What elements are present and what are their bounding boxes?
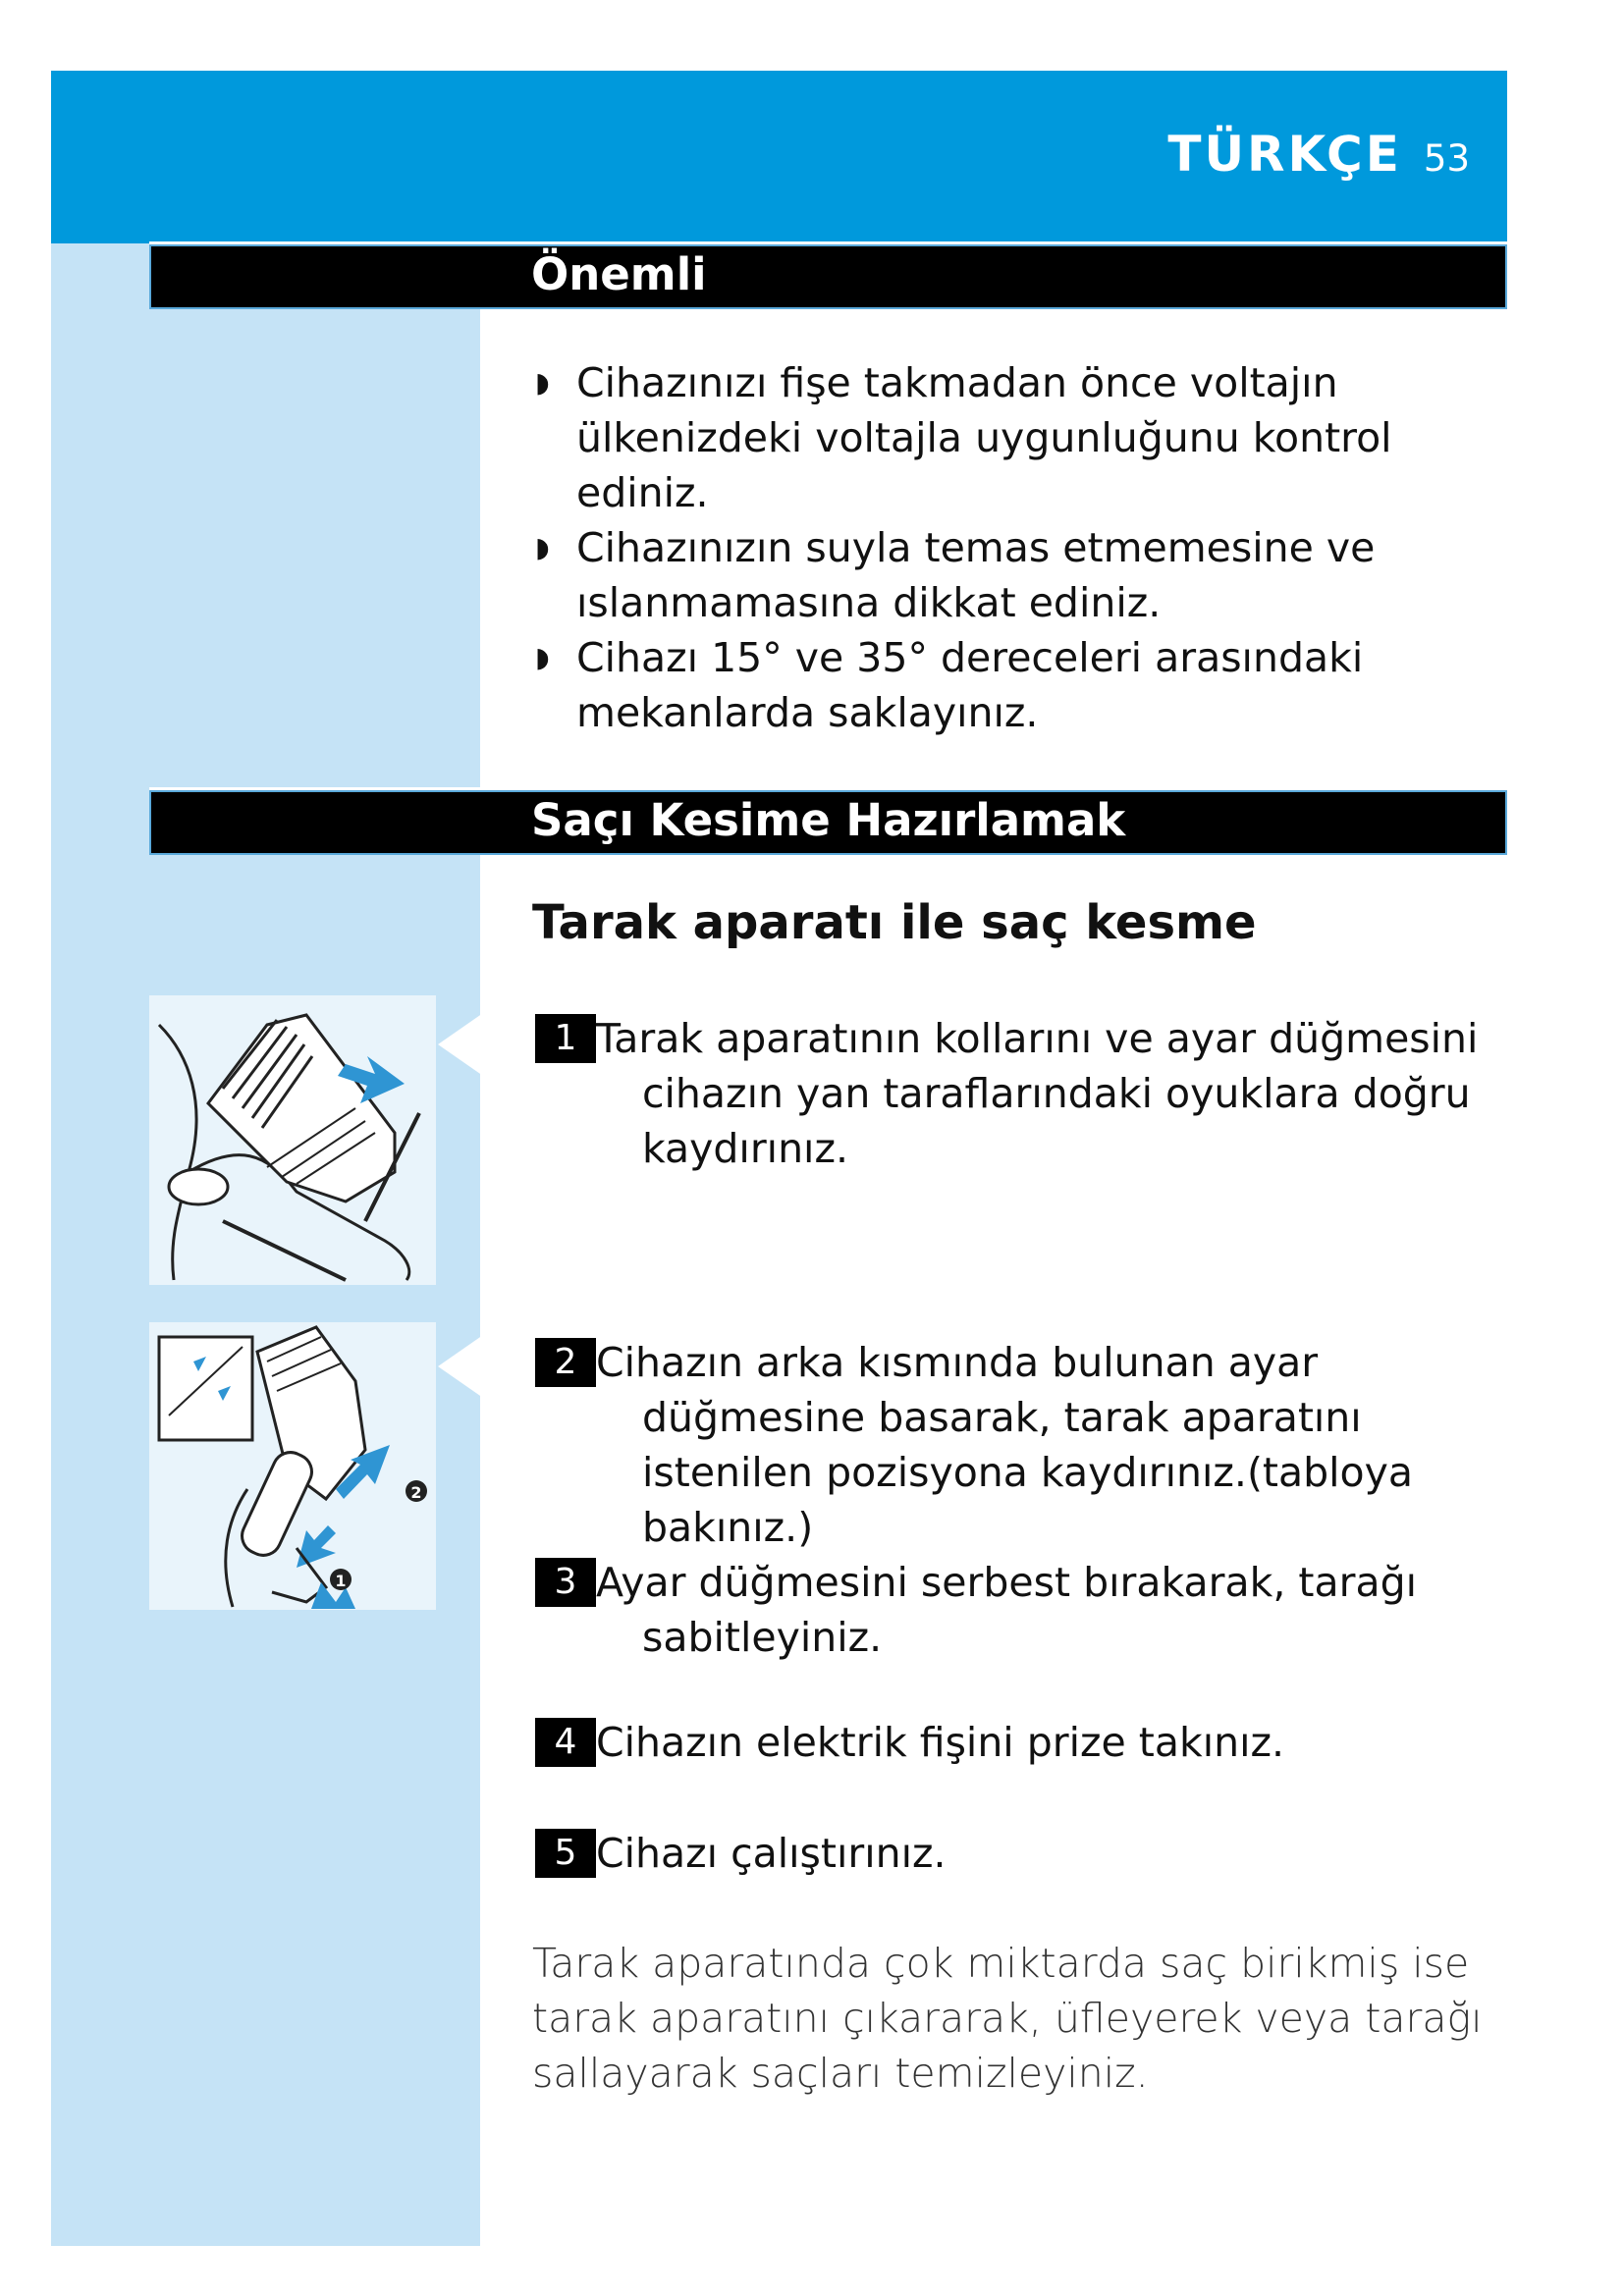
bullet-icon: ◗ [535, 641, 550, 673]
callout-pointer [438, 1335, 483, 1398]
callout-1-label: 1 [335, 1572, 347, 1590]
step-number: 3 [535, 1558, 596, 1607]
list-item: ◗ Cihazınızın suyla temas etmemesine ve ıslanmamasına dikkat ediniz. [535, 520, 1478, 630]
step-number: 4 [535, 1718, 596, 1767]
page-header [1167, 126, 1470, 183]
section-bar-important [149, 241, 1507, 309]
important-list [535, 355, 1478, 740]
step-number: 2 [535, 1338, 596, 1387]
section-title: Önemli [531, 248, 707, 300]
illustration-adjust-comb [149, 1322, 436, 1610]
bullet-icon: ◗ [535, 366, 550, 399]
language-title: TÜRKÇE [1167, 126, 1402, 183]
illustration-attach-comb [149, 995, 436, 1285]
callout-2-label: 2 [410, 1483, 422, 1502]
section-bar-preparing [149, 787, 1507, 855]
list-item: ◗ Cihazınızı fişe takmadan önce voltajın ülkenizdeki voltajla uygunluğunu kontrol ediniz. [535, 355, 1478, 520]
clipper-adjust-illustration [149, 1322, 436, 1610]
subheading: Tarak aparatı ile saç kesme [532, 895, 1257, 950]
clipper-comb-illustration [149, 995, 436, 1285]
step-3: 3 Ayar düğmesini serbest bırakarak, tarağı sabitleyiniz. [535, 1555, 1517, 1665]
cleaning-note: Tarak aparatında çok miktarda saç birikmiş ise tarak aparatını çıkararak, üfleyerek veya tarağı sallayarak saçları temizleyiniz. [532, 1940, 1483, 2097]
step-number: 1 [535, 1014, 596, 1063]
step-1: 1 Tarak aparatının kollarını ve ayar düğmesini cihazın yan taraflarındaki oyuklara doğru kaydırınız. [535, 1011, 1517, 1176]
section-title: Saçı Kesime Hazırlamak [531, 794, 1126, 846]
callout-pointer [438, 1013, 483, 1076]
step-5: 5 Cihazı çalıştırınız. [535, 1826, 1517, 1881]
step-4: 4 Cihazın elektrik fişini prize takınız. [535, 1715, 1517, 1770]
bullet-icon: ◗ [535, 531, 550, 563]
step-2: 2 Cihazın arka kısmında bulunan ayar düğmesine basarak, tarak aparatını istenilen pozisyona kaydırınız.(tabloya bakınız.) [535, 1335, 1517, 1555]
step-number: 5 [535, 1829, 596, 1878]
page-number: 53 [1423, 137, 1470, 180]
list-item: ◗ Cihazı 15° ve 35° dereceleri arasındaki mekanlarda saklayınız. [535, 630, 1478, 740]
